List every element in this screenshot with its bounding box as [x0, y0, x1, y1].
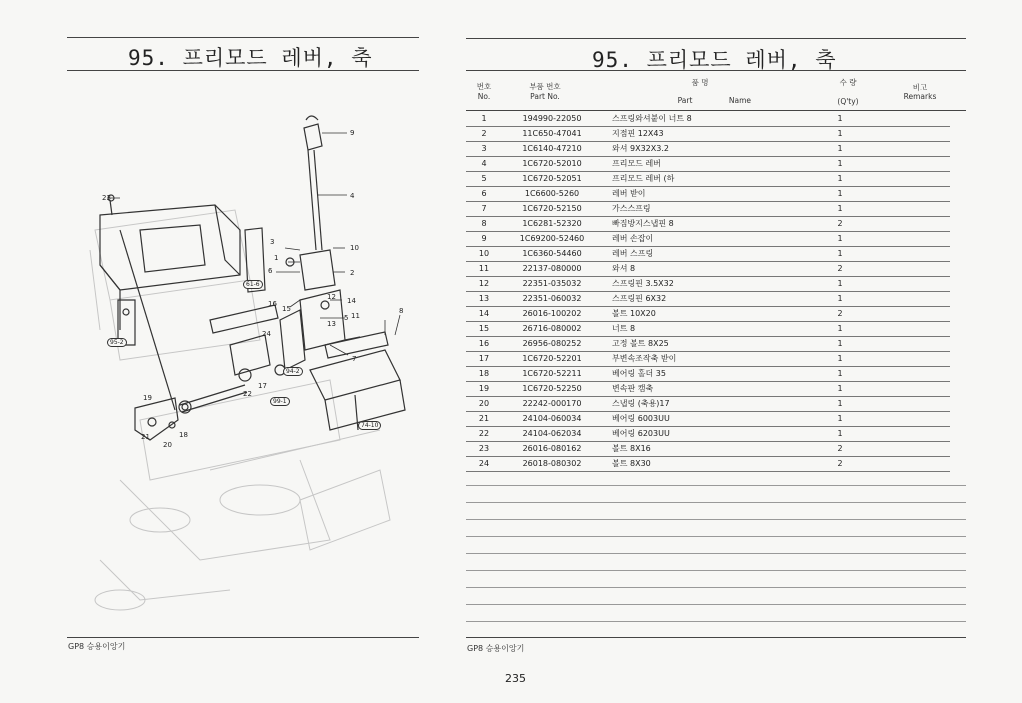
header-qty-en: (Q'ty)	[837, 97, 859, 106]
right-footer-rule	[466, 637, 966, 638]
right-page-title: 95. 프리모드 레버, 축	[592, 48, 837, 72]
part-no-cell: 23	[478, 444, 490, 453]
table-row	[466, 126, 950, 141]
part-number-cell: 24104-062034	[522, 429, 582, 438]
qty-cell: 2	[837, 219, 843, 228]
part-name-cell: 가스스프링	[612, 204, 651, 213]
callout-number: 12	[327, 293, 336, 301]
qty-cell: 1	[837, 279, 843, 288]
qty-cell: 1	[837, 189, 843, 198]
callout-number: 5	[344, 314, 349, 322]
part-number-cell: 26716-080002	[522, 324, 582, 333]
reference-label: 99-1	[270, 397, 290, 406]
part-name-cell: 고정 볼트 8X25	[612, 339, 669, 348]
empty-row-line	[466, 587, 966, 588]
part-name-cell: 스냅링 (축용)17	[612, 399, 670, 408]
remarks-cell	[870, 261, 950, 276]
part-no-cell: 1	[481, 113, 487, 123]
empty-row-line	[466, 604, 966, 605]
part-no-cell: 22	[478, 429, 490, 438]
qty-cell: 1	[837, 429, 843, 438]
part-number-cell: 194990-22050	[522, 113, 582, 123]
part-name-cell: 프리모드 레버 (하	[612, 174, 675, 183]
part-no-cell: 20	[478, 399, 490, 408]
part-no-cell: 17	[478, 354, 490, 363]
remarks-cell	[870, 366, 950, 381]
part-name-cell: 레버 스프링	[612, 249, 654, 258]
empty-row-line	[466, 502, 966, 503]
table-row	[466, 156, 950, 171]
left-page	[0, 0, 440, 703]
remarks-cell	[870, 156, 950, 171]
qty-cell: 1	[837, 414, 843, 423]
header-remarks-ko: 비고	[912, 83, 928, 92]
header-part-ko: 부품 번호	[529, 82, 561, 91]
callout-number: 9	[350, 129, 355, 137]
callout-number: 2	[350, 269, 355, 277]
part-name-cell: 너트 8	[612, 324, 636, 333]
table-row	[466, 321, 950, 336]
remarks-cell	[870, 201, 950, 216]
callout-number: 11	[351, 312, 360, 320]
part-name-cell: 스프링와셔붙이 너트 8	[612, 113, 692, 123]
qty-cell: 1	[837, 249, 843, 258]
part-name-cell: 베어링 6203UU	[612, 429, 670, 438]
part-no-cell: 11	[478, 264, 490, 273]
part-no-cell: 21	[478, 414, 490, 423]
remarks-cell	[870, 336, 950, 351]
remarks-cell	[870, 231, 950, 246]
part-no-cell: 5	[481, 174, 487, 183]
callout-number: 20	[163, 441, 172, 449]
table-row	[466, 441, 950, 456]
remarks-cell	[870, 381, 950, 396]
table-row	[466, 426, 950, 441]
qty-cell: 1	[837, 174, 843, 183]
table-row	[466, 216, 950, 231]
callout-number: 22	[243, 390, 252, 398]
part-name-cell: 스프링핀 6X32	[612, 294, 667, 303]
part-no-cell: 16	[478, 339, 490, 348]
empty-row-line	[466, 485, 966, 486]
table-row	[466, 396, 950, 411]
empty-row-line	[466, 519, 966, 520]
remarks-cell	[870, 141, 950, 156]
table-row	[466, 366, 950, 381]
part-no-cell: 7	[481, 204, 487, 213]
right-title-rule-top	[466, 38, 966, 39]
reference-label: 94-2	[283, 367, 303, 376]
part-no-cell: 24	[478, 459, 490, 468]
left-page-title: 95. 프리모드 레버, 축	[128, 46, 373, 70]
qty-cell: 1	[837, 113, 843, 123]
remarks-cell	[870, 456, 950, 471]
part-no-cell: 12	[478, 279, 490, 288]
empty-row-line	[466, 536, 966, 537]
part-name-cell: 빠짐방지스냅핀 8	[612, 219, 674, 228]
right-title-rule-bottom	[466, 70, 966, 71]
callout-number: 8	[399, 307, 404, 315]
qty-cell: 1	[837, 384, 843, 393]
table-row	[466, 171, 950, 186]
part-number-cell: 1C6720-52211	[522, 369, 582, 378]
part-number-cell: 1C6720-52201	[522, 354, 582, 363]
qty-cell: 2	[837, 264, 843, 273]
part-number-cell: 26016-080162	[522, 444, 582, 453]
header-no-en: No.	[477, 92, 491, 101]
part-number-cell: 22137-080000	[522, 264, 582, 273]
table-row	[466, 456, 950, 471]
remarks-cell	[870, 426, 950, 441]
callout-number: 3	[270, 238, 275, 246]
part-no-cell: 4	[481, 159, 487, 168]
qty-cell: 1	[837, 234, 843, 243]
table-row	[466, 201, 950, 216]
callout-number: 17	[258, 382, 267, 390]
part-number-cell: 26018-080302	[522, 459, 582, 468]
qty-cell: 2	[837, 444, 843, 453]
table-row	[466, 261, 950, 276]
reference-label: 61-6	[243, 280, 263, 289]
page-number: 235	[505, 672, 526, 685]
part-no-cell: 14	[478, 309, 490, 318]
callout-number: 13	[327, 320, 336, 328]
part-no-cell: 10	[478, 249, 490, 258]
part-number-cell: 1C6281-52320	[522, 219, 582, 228]
part-number-cell: 22242-000170	[522, 399, 582, 408]
table-row	[466, 231, 950, 246]
qty-cell: 1	[837, 159, 843, 168]
header-name-ko: 품 명	[691, 78, 709, 87]
part-name-cell: 레버 손잡이	[612, 234, 654, 243]
part-number-cell: 1C6360-54460	[522, 249, 582, 258]
qty-cell: 2	[837, 309, 843, 318]
part-number-cell: 22351-035032	[522, 279, 582, 288]
table-row	[466, 351, 950, 366]
qty-cell: 1	[837, 204, 843, 213]
callout-number: 4	[350, 192, 355, 200]
remarks-cell	[870, 441, 950, 456]
part-name-cell: 베어링 홀더 35	[612, 369, 666, 378]
header-name-en1: Part	[677, 96, 693, 105]
remarks-cell	[870, 216, 950, 231]
qty-cell: 1	[837, 144, 843, 153]
empty-row-line	[466, 621, 966, 622]
part-number-cell: 1C6600-5260	[524, 189, 580, 198]
part-no-cell: 13	[478, 294, 490, 303]
part-name-cell: 볼트 8X16	[612, 444, 651, 453]
callout-number: 14	[347, 297, 356, 305]
part-number-cell: 1C69200-52460	[519, 234, 585, 243]
part-number-cell: 24104-060034	[522, 414, 582, 423]
table-row	[466, 381, 950, 396]
part-no-cell: 3	[481, 144, 487, 153]
header-no-ko: 번호	[476, 82, 492, 91]
part-no-cell: 8	[481, 219, 487, 228]
part-no-cell: 2	[481, 129, 487, 138]
table-row	[466, 141, 950, 156]
qty-cell: 2	[837, 459, 843, 468]
qty-cell: 1	[837, 354, 843, 363]
part-name-cell: 베어링 6003UU	[612, 414, 670, 423]
remarks-cell	[870, 306, 950, 321]
qty-cell: 1	[837, 294, 843, 303]
part-name-cell: 와셔 8	[612, 264, 636, 273]
parts-table	[466, 111, 950, 472]
part-name-cell: 프리모드 레버	[612, 159, 661, 168]
table-row	[466, 306, 950, 321]
header-remarks-en: Remarks	[903, 92, 937, 101]
remarks-cell	[870, 291, 950, 306]
part-name-cell: 스프링핀 3.5X32	[612, 279, 674, 288]
callout-number: 1	[274, 254, 279, 262]
qty-cell: 1	[837, 339, 843, 348]
callout-number: 16	[268, 300, 277, 308]
table-row	[466, 246, 950, 261]
qty-cell: 1	[837, 399, 843, 408]
header-name-en2: Name	[728, 96, 752, 105]
header-qty-ko: 수 량	[839, 78, 857, 87]
callout-number: 10	[350, 244, 359, 252]
callout-number: 7	[352, 355, 357, 363]
remarks-cell	[870, 321, 950, 336]
table-row	[466, 291, 950, 306]
empty-row-line	[466, 570, 966, 571]
callout-number: 18	[179, 431, 188, 439]
part-name-cell: 레버 받이	[612, 189, 646, 198]
reference-label: 95-2	[107, 338, 127, 347]
part-no-cell: 18	[478, 369, 490, 378]
part-name-cell: 와셔 9X32X3.2	[612, 144, 669, 153]
remarks-cell	[870, 351, 950, 366]
left-footer-rule	[67, 637, 419, 638]
right-footer: GP8 승용이앙기	[467, 644, 525, 653]
remarks-cell	[870, 126, 950, 141]
part-number-cell: 26956-080252	[522, 339, 582, 348]
callout-number: 6	[268, 267, 273, 275]
callout-number: 15	[282, 305, 291, 313]
part-number-cell: 1C6720-52051	[522, 174, 582, 183]
qty-cell: 1	[837, 324, 843, 333]
part-number-cell: 11C650-47041	[522, 129, 582, 138]
part-name-cell: 부변속조작축 받이	[612, 354, 677, 363]
table-row	[466, 186, 950, 201]
remarks-cell	[870, 411, 950, 426]
part-number-cell: 22351-060032	[522, 294, 582, 303]
part-no-cell: 15	[478, 324, 490, 333]
parts-diagram	[0, 0, 440, 620]
reference-label: 74-10	[358, 421, 381, 430]
callout-number: 23	[102, 194, 111, 202]
part-name-cell: 지점핀 12X43	[612, 129, 664, 138]
qty-cell: 1	[837, 129, 843, 138]
part-number-cell: 1C6140-47210	[522, 144, 582, 153]
table-row	[466, 276, 950, 291]
part-no-cell: 6	[481, 189, 487, 198]
part-no-cell: 9	[481, 234, 487, 243]
part-number-cell: 1C6720-52010	[522, 159, 582, 168]
part-no-cell: 19	[478, 384, 490, 393]
part-number-cell: 1C6720-52150	[522, 204, 582, 213]
left-footer: GP8 승용이앙기	[68, 642, 126, 651]
table-row	[466, 336, 950, 351]
empty-row-line	[466, 553, 966, 554]
remarks-cell	[870, 276, 950, 291]
qty-cell: 1	[837, 369, 843, 378]
table-row	[466, 411, 950, 426]
part-name-cell: 볼트 8X30	[612, 459, 651, 468]
remarks-cell	[870, 111, 950, 126]
part-name-cell: 변속판 캠축	[612, 384, 654, 393]
callout-number: 21	[141, 433, 150, 441]
part-number-cell: 1C6720-52250	[522, 384, 582, 393]
table-row	[466, 111, 950, 126]
remarks-cell	[870, 171, 950, 186]
header-part-en: Part No.	[530, 92, 560, 101]
remarks-cell	[870, 186, 950, 201]
part-name-cell: 볼트 10X20	[612, 309, 656, 318]
callout-number: 19	[143, 394, 152, 402]
part-number-cell: 26016-100202	[522, 309, 582, 318]
callout-number: 24	[262, 330, 271, 338]
remarks-cell	[870, 246, 950, 261]
remarks-cell	[870, 396, 950, 411]
